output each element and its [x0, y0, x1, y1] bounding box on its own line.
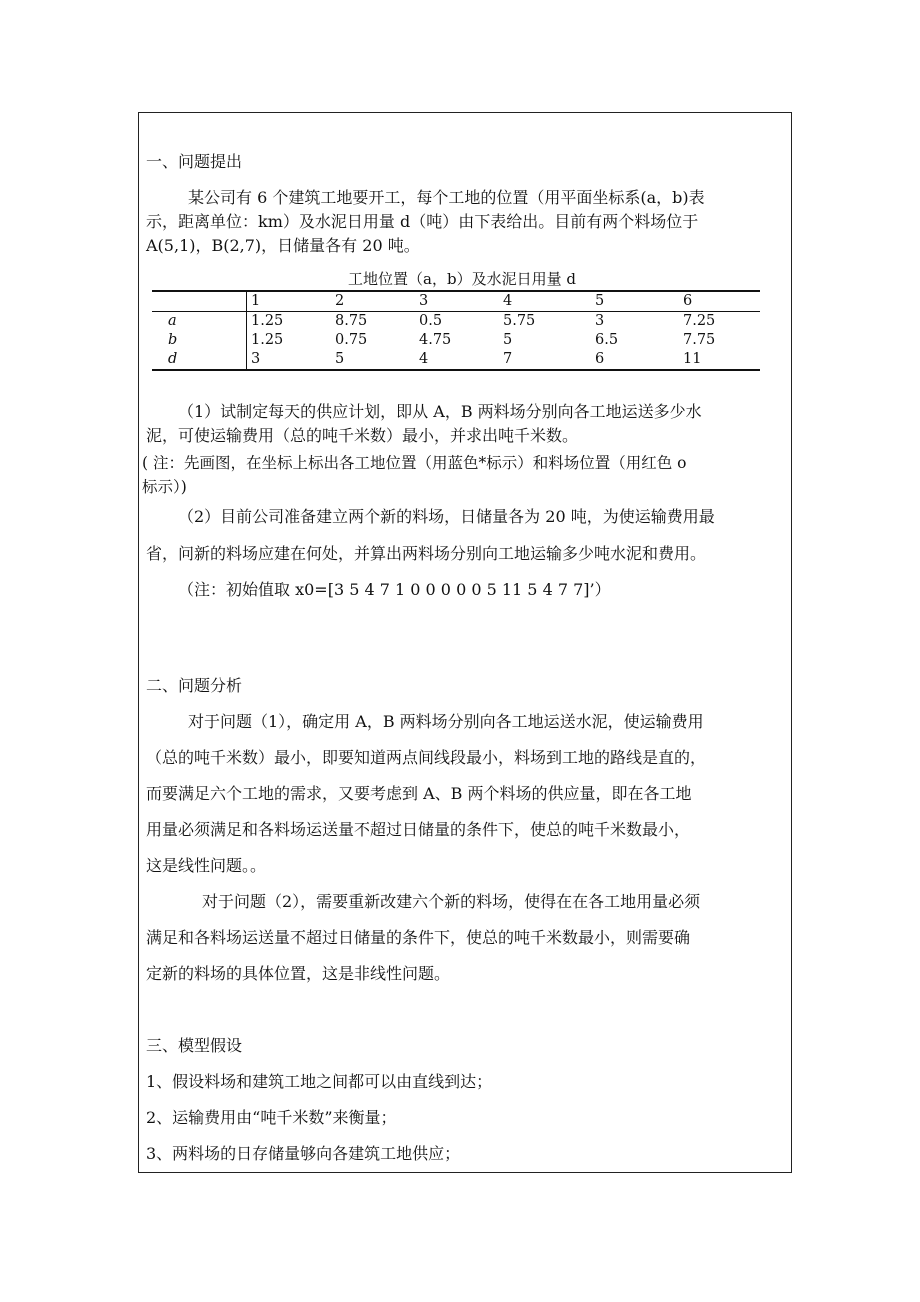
assumption-item: 1、假设料场和建筑工地之间都可以由直线到达；	[146, 1072, 493, 1091]
note-line: 标示）)	[142, 478, 187, 496]
table-cell: b	[152, 331, 247, 350]
initial-value-note: （注：初始值取 x0=[3 5 4 7 1 0 0 0 0 0 5 11 5 4 7 7]’）	[178, 580, 611, 599]
question-2-line: 省，问新的料场应建在何处，并算出两料场分别向工地运输多少吨水泥和费用。	[146, 544, 707, 563]
table-cell: 1.25	[251, 332, 284, 348]
table-cell: 1.25	[251, 313, 284, 329]
table-cell: 3	[595, 313, 605, 329]
table-cell: 0.5	[419, 313, 443, 329]
analysis-line: 这是线性问题。。	[146, 856, 267, 875]
table-cell: 1	[247, 291, 332, 312]
table-cell: 5	[331, 350, 415, 370]
table-cell: d	[152, 350, 247, 370]
table-cell: 2	[331, 291, 415, 312]
analysis-line: 用量必须满足和各料场运送量不超过日储量的条件下，使总的吨千米数最小，	[146, 820, 691, 839]
intro-line: 某公司有 6 个建筑工地要开工，每个工地的位置（用平面坐标系(a，b)表	[188, 188, 705, 207]
table-cell	[152, 291, 247, 312]
question-2-line: （2）目前公司准备建立两个新的料场，日储量各为 20 吨，为使运输费用最	[178, 507, 715, 526]
table-cell: 11	[679, 350, 760, 370]
intro-line: 示，距离单位：km）及水泥日用量 d（吨）由下表给出。目前有两个料场位于	[146, 212, 699, 231]
table-cell: 5.75	[503, 313, 536, 329]
site-data-table	[152, 290, 760, 371]
section-title: 一、问题提出	[146, 152, 243, 171]
table-header-row	[152, 291, 760, 312]
table-caption: 工地位置（a，b）及水泥日用量 d	[348, 270, 576, 288]
assumption-item: 2、运输费用由“吨千米数”来衡量；	[146, 1108, 397, 1127]
table-cell: 7.75	[683, 332, 716, 348]
table-cell: 5	[503, 332, 513, 348]
analysis-line: 而要满足六个工地的需求，又要考虑到 A、B 两个料场的供应量，即在各工地	[146, 784, 692, 803]
table-cell: 6	[679, 291, 760, 312]
note-line: ( 注：先画图，在坐标上标出各工地位置（用蓝色*标示）和料场位置（用红色 o	[142, 454, 687, 472]
section-title: 二、问题分析	[146, 676, 243, 695]
assumption-item: 3、两料场的日存储量够向各建筑工地供应；	[146, 1144, 461, 1163]
analysis-line: 满足和各料场运送量不超过日储量的条件下，使总的吨千米数最小，则需要确	[146, 928, 691, 947]
table-cell: 7.25	[683, 313, 716, 329]
table-cell: 0.75	[335, 332, 368, 348]
table-cell: 8.75	[335, 313, 368, 329]
section-title: 三、模型假设	[146, 1036, 243, 1055]
table-cell: 5	[591, 291, 679, 312]
table-row	[152, 350, 760, 370]
analysis-line: 定新的料场的具体位置，这是非线性问题。	[146, 964, 451, 983]
table-row	[152, 312, 760, 332]
table-cell: 7	[499, 350, 591, 370]
table-cell: 6	[591, 350, 679, 370]
table-cell: 4.75	[419, 332, 452, 348]
table-cell: a	[152, 312, 247, 332]
analysis-line: 对于问题（1），确定用 A，B 两料场分别向各工地运送水泥，使运输费用	[188, 712, 704, 731]
intro-line: A(5,1)，B(2,7)，日储量各有 20 吨。	[146, 236, 420, 255]
analysis-line: （总的吨千米数）最小，即要知道两点间线段最小，料场到工地的路线是直的，	[146, 748, 707, 767]
table-cell: 4	[415, 350, 499, 370]
table-row	[152, 331, 760, 350]
table-cell: 3	[247, 350, 332, 370]
question-1-line: （1）试制定每天的供应计划，即从 A，B 两料场分别向各工地运送多少水	[178, 402, 702, 421]
table-cell: 3	[415, 291, 499, 312]
question-1-line: 泥，可使运输费用（总的吨千米数）最小，并求出吨千米数。	[146, 426, 579, 445]
table-cell: 4	[499, 291, 591, 312]
analysis-line: 对于问题（2），需要重新改建六个新的料场，使得在在各工地用量必须	[202, 892, 701, 911]
table-cell: 6.5	[595, 332, 619, 348]
